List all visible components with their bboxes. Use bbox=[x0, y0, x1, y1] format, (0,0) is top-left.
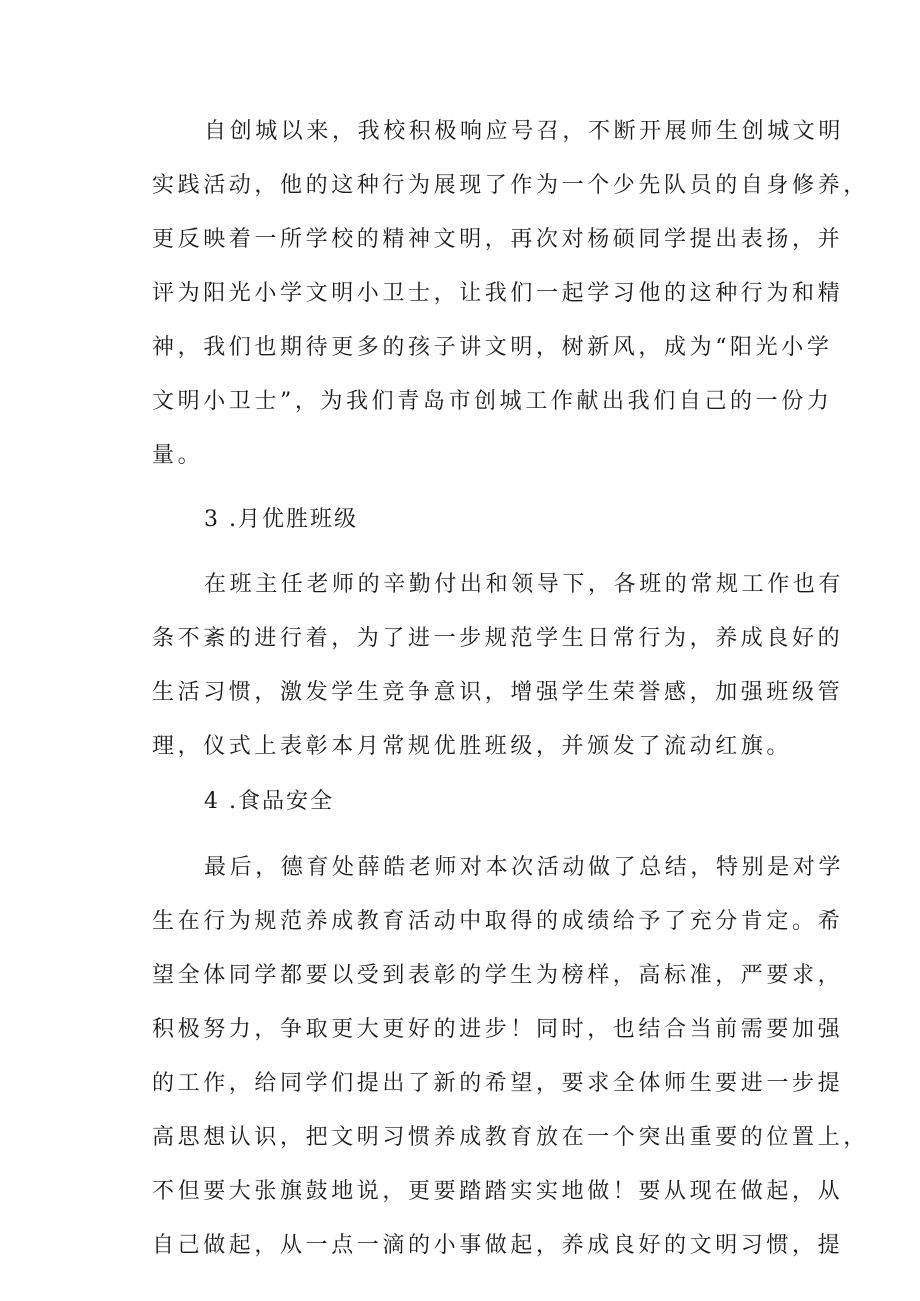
text-line: 更反映着一所学校的精神文明，再次对杨硕同学提出表扬，并 bbox=[152, 227, 844, 252]
text-line: 高思想认识，把文明习惯养成教育放在一个突出重要的位置上， bbox=[152, 1125, 869, 1150]
text-line: 实践活动，他的这种行为展现了作为一个少先队员的自身修养， bbox=[152, 173, 869, 198]
text-line: 生在行为规范养成教育活动中取得的成绩给予了充分肯定。希 bbox=[152, 909, 844, 934]
text-line: 条不紊的进行着，为了进一步规范学生日常行为，养成良好的 bbox=[152, 626, 844, 651]
text-line: 理，仪式上表彰本月常规优胜班级，并颁发了流动红旗。 bbox=[152, 734, 793, 759]
section-heading: 3 .月优胜班级 bbox=[204, 507, 358, 532]
text-line: 自己做起，从一点一滴的小事做起，养成良好的文明习惯，提 bbox=[152, 1233, 844, 1258]
text-line: 在班主任老师的辛勤付出和领导下，各班的常规工作也有 bbox=[204, 572, 845, 597]
text-line: 不但要大张旗鼓地说，更要踏踏实实地做！要从现在做起，从 bbox=[152, 1179, 844, 1204]
text-line: 的工作，给同学们提出了新的希望，要求全体师生要进一步提 bbox=[152, 1071, 844, 1096]
text-line: 评为阳光小学文明小卫士，让我们一起学习他的这种行为和精 bbox=[152, 281, 844, 306]
text-line: 望全体同学都要以受到表彰的学生为榜样，高标准，严要求， bbox=[152, 963, 844, 988]
text-line: 量。 bbox=[152, 443, 204, 468]
text-line: 神，我们也期待更多的孩子讲文明，树新风，成为“阳光小学 bbox=[152, 335, 833, 360]
text-line: 积极努力，争取更大更好的进步！同时，也结合当前需要加强 bbox=[152, 1017, 844, 1042]
section-heading: 4 .食品安全 bbox=[204, 789, 334, 814]
text-line: 文明小卫士”，为我们青岛市创城工作献出我们自己的一份力 bbox=[152, 389, 833, 414]
text-line: 生活习惯，激发学生竞争意识，增强学生荣誉感，加强班级管 bbox=[152, 680, 844, 705]
text-line: 自创城以来，我校积极响应号召，不断开展师生创城文明 bbox=[204, 119, 845, 144]
text-line: 最后，德育处薛皓老师对本次活动做了总结，特别是对学 bbox=[204, 855, 845, 880]
